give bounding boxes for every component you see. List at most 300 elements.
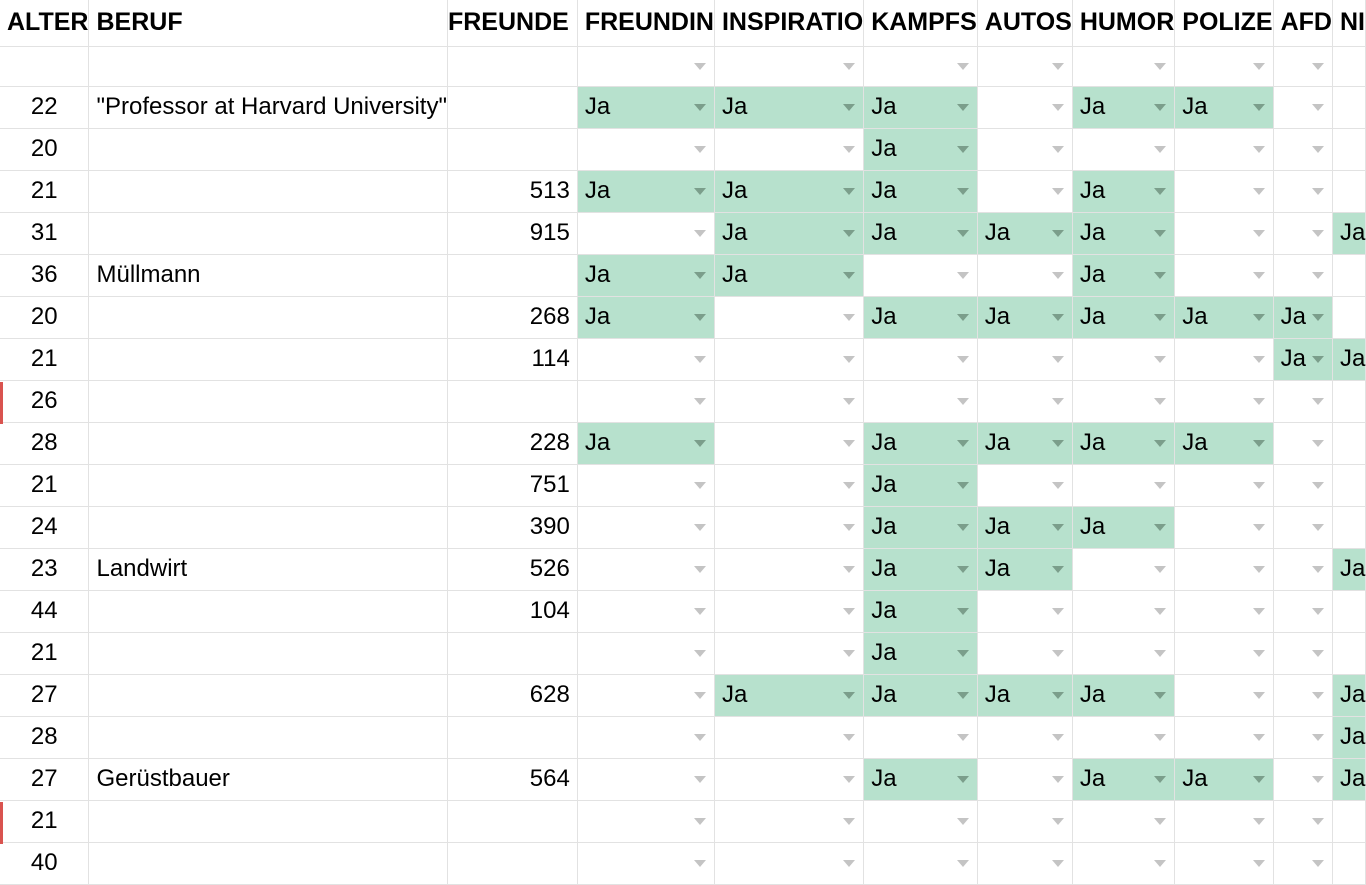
chevron-down-icon[interactable] <box>694 230 706 237</box>
dropdown-cell-afd[interactable] <box>1273 758 1332 800</box>
dropdown-cell-ni[interactable] <box>1332 464 1365 506</box>
dropdown-cell-afd[interactable] <box>1273 674 1332 716</box>
dropdown-cell-freundin[interactable] <box>577 800 714 842</box>
chevron-down-icon[interactable] <box>843 650 855 657</box>
chevron-down-icon[interactable] <box>843 230 855 237</box>
chevron-down-icon[interactable] <box>1312 818 1324 825</box>
chevron-down-icon[interactable] <box>1253 230 1265 237</box>
cell-freunde[interactable] <box>447 254 577 296</box>
dropdown-cell-humor[interactable] <box>1072 338 1174 380</box>
chevron-down-icon[interactable] <box>1312 608 1324 615</box>
cell-beruf[interactable] <box>89 380 447 422</box>
cell-alter[interactable]: 23 <box>0 548 89 590</box>
chevron-down-icon[interactable] <box>1052 692 1064 699</box>
dropdown-cell-afd[interactable] <box>1273 632 1332 674</box>
dropdown-cell-kampfsport[interactable] <box>864 758 978 800</box>
cell-alter[interactable]: 40 <box>0 842 89 884</box>
chevron-down-icon[interactable] <box>694 860 706 867</box>
chevron-down-icon[interactable] <box>1154 818 1166 825</box>
chevron-down-icon[interactable] <box>1154 356 1166 363</box>
cell-freunde[interactable] <box>447 86 577 128</box>
dropdown-cell-kampfsport[interactable] <box>864 548 978 590</box>
dropdown-cell-polizei[interactable] <box>1175 422 1273 464</box>
chevron-down-icon[interactable] <box>694 776 706 783</box>
column-header-inspiration[interactable]: INSPIRATIO <box>714 0 863 46</box>
dropdown-cell[interactable] <box>1273 46 1332 86</box>
dropdown-cell-afd[interactable] <box>1273 212 1332 254</box>
chevron-down-icon[interactable] <box>843 104 855 111</box>
dropdown-cell-humor[interactable] <box>1072 296 1174 338</box>
chevron-down-icon[interactable] <box>957 860 969 867</box>
dropdown-cell-kampfsport[interactable] <box>864 506 978 548</box>
cell-freunde[interactable] <box>447 716 577 758</box>
chevron-down-icon[interactable] <box>1312 398 1324 405</box>
dropdown-cell-autos[interactable] <box>977 758 1072 800</box>
dropdown-cell[interactable] <box>977 46 1072 86</box>
dropdown-cell-inspiration[interactable] <box>714 254 863 296</box>
chevron-down-icon[interactable] <box>694 104 706 111</box>
cell-freunde[interactable]: 915 <box>447 212 577 254</box>
chevron-down-icon[interactable] <box>843 776 855 783</box>
chevron-down-icon[interactable] <box>1052 482 1064 489</box>
chevron-down-icon[interactable] <box>1312 63 1324 70</box>
chevron-down-icon[interactable] <box>1312 860 1324 867</box>
dropdown-cell-kampfsport[interactable] <box>864 464 978 506</box>
chevron-down-icon[interactable] <box>1253 146 1265 153</box>
dropdown-cell-humor[interactable] <box>1072 590 1174 632</box>
chevron-down-icon[interactable] <box>1253 524 1265 531</box>
chevron-down-icon[interactable] <box>843 524 855 531</box>
chevron-down-icon[interactable] <box>1154 566 1166 573</box>
chevron-down-icon[interactable] <box>1253 692 1265 699</box>
chevron-down-icon[interactable] <box>694 566 706 573</box>
dropdown-cell-freundin[interactable] <box>577 632 714 674</box>
chevron-down-icon[interactable] <box>694 440 706 447</box>
dropdown-cell-humor[interactable] <box>1072 506 1174 548</box>
chevron-down-icon[interactable] <box>1154 104 1166 111</box>
dropdown-cell-inspiration[interactable] <box>714 758 863 800</box>
dropdown-cell-kampfsport[interactable] <box>864 296 978 338</box>
chevron-down-icon[interactable] <box>1052 146 1064 153</box>
dropdown-cell[interactable] <box>1175 46 1273 86</box>
dropdown-cell-inspiration[interactable] <box>714 716 863 758</box>
dropdown-cell-freundin[interactable] <box>577 506 714 548</box>
dropdown-cell-polizei[interactable] <box>1175 296 1273 338</box>
chevron-down-icon[interactable] <box>1312 734 1324 741</box>
column-header-kampfsport[interactable]: KAMPFS <box>864 0 978 46</box>
dropdown-cell-ni[interactable] <box>1332 758 1365 800</box>
cell-beruf[interactable] <box>89 800 447 842</box>
dropdown-cell-autos[interactable] <box>977 674 1072 716</box>
dropdown-cell-ni[interactable] <box>1332 380 1365 422</box>
dropdown-cell-inspiration[interactable] <box>714 506 863 548</box>
chevron-down-icon[interactable] <box>1253 608 1265 615</box>
dropdown-cell-polizei[interactable] <box>1175 548 1273 590</box>
chevron-down-icon[interactable] <box>694 63 706 70</box>
cell-alter[interactable]: 20 <box>0 128 89 170</box>
chevron-down-icon[interactable] <box>694 146 706 153</box>
chevron-down-icon[interactable] <box>1312 440 1324 447</box>
chevron-down-icon[interactable] <box>1253 188 1265 195</box>
dropdown-cell-afd[interactable] <box>1273 548 1332 590</box>
cell-alter[interactable]: 21 <box>0 170 89 212</box>
dropdown-cell-freundin[interactable] <box>577 380 714 422</box>
cell-beruf[interactable] <box>89 716 447 758</box>
dropdown-cell-inspiration[interactable] <box>714 422 863 464</box>
dropdown-cell-ni[interactable] <box>1332 422 1365 464</box>
cell-freunde[interactable] <box>447 842 577 884</box>
dropdown-cell-kampfsport[interactable] <box>864 338 978 380</box>
chevron-down-icon[interactable] <box>1253 818 1265 825</box>
dropdown-cell-polizei[interactable] <box>1175 380 1273 422</box>
chevron-down-icon[interactable] <box>1154 776 1166 783</box>
dropdown-cell-autos[interactable] <box>977 254 1072 296</box>
dropdown-cell-polizei[interactable] <box>1175 842 1273 884</box>
chevron-down-icon[interactable] <box>694 482 706 489</box>
cell-alter[interactable]: 22 <box>0 86 89 128</box>
column-header-autos[interactable]: AUTOS <box>977 0 1072 46</box>
chevron-down-icon[interactable] <box>1052 272 1064 279</box>
chevron-down-icon[interactable] <box>694 356 706 363</box>
cell-beruf[interactable] <box>89 506 447 548</box>
dropdown-cell-afd[interactable] <box>1273 716 1332 758</box>
cell-freunde[interactable]: 564 <box>447 758 577 800</box>
dropdown-cell-polizei[interactable] <box>1175 590 1273 632</box>
dropdown-cell-ni[interactable] <box>1332 170 1365 212</box>
chevron-down-icon[interactable] <box>1154 314 1166 321</box>
chevron-down-icon[interactable] <box>957 650 969 657</box>
dropdown-cell-autos[interactable] <box>977 86 1072 128</box>
chevron-down-icon[interactable] <box>1312 188 1324 195</box>
chevron-down-icon[interactable] <box>694 272 706 279</box>
chevron-down-icon[interactable] <box>1154 398 1166 405</box>
dropdown-cell-inspiration[interactable] <box>714 212 863 254</box>
dropdown-cell-autos[interactable] <box>977 632 1072 674</box>
chevron-down-icon[interactable] <box>694 692 706 699</box>
chevron-down-icon[interactable] <box>843 482 855 489</box>
dropdown-cell-polizei[interactable] <box>1175 128 1273 170</box>
cell-beruf[interactable] <box>89 590 447 632</box>
chevron-down-icon[interactable] <box>1253 356 1265 363</box>
chevron-down-icon[interactable] <box>1154 482 1166 489</box>
chevron-down-icon[interactable] <box>1052 314 1064 321</box>
dropdown-cell-freundin[interactable] <box>577 548 714 590</box>
dropdown-cell-freundin[interactable] <box>577 170 714 212</box>
dropdown-cell-humor[interactable] <box>1072 464 1174 506</box>
cell-beruf[interactable] <box>89 842 447 884</box>
chevron-down-icon[interactable] <box>1052 188 1064 195</box>
cell-beruf[interactable] <box>89 338 447 380</box>
chevron-down-icon[interactable] <box>1312 482 1324 489</box>
chevron-down-icon[interactable] <box>957 776 969 783</box>
dropdown-cell-autos[interactable] <box>977 128 1072 170</box>
dropdown-cell-humor[interactable] <box>1072 422 1174 464</box>
dropdown-cell-kampfsport[interactable] <box>864 422 978 464</box>
chevron-down-icon[interactable] <box>1052 63 1064 70</box>
chevron-down-icon[interactable] <box>1154 524 1166 531</box>
dropdown-cell-afd[interactable] <box>1273 380 1332 422</box>
chevron-down-icon[interactable] <box>1052 818 1064 825</box>
chevron-down-icon[interactable] <box>1253 398 1265 405</box>
dropdown-cell-kampfsport[interactable] <box>864 170 978 212</box>
cell-freunde[interactable]: 751 <box>447 464 577 506</box>
chevron-down-icon[interactable] <box>1312 776 1324 783</box>
dropdown-cell-ni[interactable] <box>1332 212 1365 254</box>
dropdown-cell-polizei[interactable] <box>1175 86 1273 128</box>
dropdown-cell-inspiration[interactable] <box>714 842 863 884</box>
cell-beruf[interactable]: Müllmann <box>89 254 447 296</box>
dropdown-cell-inspiration[interactable] <box>714 674 863 716</box>
cell-alter[interactable]: 21 <box>0 464 89 506</box>
chevron-down-icon[interactable] <box>1312 692 1324 699</box>
chevron-down-icon[interactable] <box>1312 272 1324 279</box>
chevron-down-icon[interactable] <box>843 860 855 867</box>
chevron-down-icon[interactable] <box>1312 146 1324 153</box>
dropdown-cell-freundin[interactable] <box>577 296 714 338</box>
dropdown-cell-inspiration[interactable] <box>714 380 863 422</box>
chevron-down-icon[interactable] <box>694 314 706 321</box>
chevron-down-icon[interactable] <box>843 188 855 195</box>
dropdown-cell-freundin[interactable] <box>577 128 714 170</box>
empty-cell[interactable] <box>0 46 89 86</box>
chevron-down-icon[interactable] <box>957 356 969 363</box>
dropdown-cell-inspiration[interactable] <box>714 590 863 632</box>
chevron-down-icon[interactable] <box>1154 860 1166 867</box>
dropdown-cell-polizei[interactable] <box>1175 674 1273 716</box>
chevron-down-icon[interactable] <box>957 188 969 195</box>
dropdown-cell-ni[interactable] <box>1332 506 1365 548</box>
dropdown-cell-afd[interactable] <box>1273 86 1332 128</box>
cell-beruf[interactable]: Landwirt <box>89 548 447 590</box>
dropdown-cell-freundin[interactable] <box>577 422 714 464</box>
chevron-down-icon[interactable] <box>1253 104 1265 111</box>
dropdown-cell-afd[interactable] <box>1273 338 1332 380</box>
cell-beruf[interactable]: Gerüstbauer <box>89 758 447 800</box>
dropdown-cell-kampfsport[interactable] <box>864 716 978 758</box>
chevron-down-icon[interactable] <box>1253 272 1265 279</box>
chevron-down-icon[interactable] <box>957 524 969 531</box>
cell-beruf[interactable] <box>89 212 447 254</box>
dropdown-cell-autos[interactable] <box>977 170 1072 212</box>
cell-beruf[interactable] <box>89 170 447 212</box>
cell-alter[interactable]: 24 <box>0 506 89 548</box>
dropdown-cell-autos[interactable] <box>977 212 1072 254</box>
dropdown-cell-afd[interactable] <box>1273 254 1332 296</box>
chevron-down-icon[interactable] <box>1052 608 1064 615</box>
dropdown-cell-ni[interactable] <box>1332 548 1365 590</box>
cell-beruf[interactable] <box>89 422 447 464</box>
chevron-down-icon[interactable] <box>694 188 706 195</box>
dropdown-cell-kampfsport[interactable] <box>864 380 978 422</box>
chevron-down-icon[interactable] <box>1052 230 1064 237</box>
chevron-down-icon[interactable] <box>843 356 855 363</box>
dropdown-cell-polizei[interactable] <box>1175 464 1273 506</box>
dropdown-cell-autos[interactable] <box>977 464 1072 506</box>
chevron-down-icon[interactable] <box>843 818 855 825</box>
cell-freunde[interactable]: 390 <box>447 506 577 548</box>
dropdown-cell-polizei[interactable] <box>1175 212 1273 254</box>
chevron-down-icon[interactable] <box>1154 146 1166 153</box>
dropdown-cell-freundin[interactable] <box>577 254 714 296</box>
chevron-down-icon[interactable] <box>1312 314 1324 321</box>
column-header-humor[interactable]: HUMOR <box>1072 0 1174 46</box>
dropdown-cell-humor[interactable] <box>1072 842 1174 884</box>
dropdown-cell-afd[interactable] <box>1273 590 1332 632</box>
dropdown-cell-ni[interactable] <box>1332 86 1365 128</box>
empty-cell[interactable] <box>89 46 447 86</box>
chevron-down-icon[interactable] <box>1253 650 1265 657</box>
chevron-down-icon[interactable] <box>843 398 855 405</box>
chevron-down-icon[interactable] <box>1312 650 1324 657</box>
dropdown-cell-ni[interactable] <box>1332 296 1365 338</box>
dropdown-cell-humor[interactable] <box>1072 380 1174 422</box>
chevron-down-icon[interactable] <box>1312 230 1324 237</box>
cell-freunde[interactable] <box>447 800 577 842</box>
chevron-down-icon[interactable] <box>1052 524 1064 531</box>
chevron-down-icon[interactable] <box>1052 398 1064 405</box>
chevron-down-icon[interactable] <box>1154 188 1166 195</box>
cell-freunde[interactable]: 628 <box>447 674 577 716</box>
column-header-freunde[interactable]: FREUNDE <box>447 0 577 46</box>
chevron-down-icon[interactable] <box>1154 272 1166 279</box>
chevron-down-icon[interactable] <box>694 818 706 825</box>
chevron-down-icon[interactable] <box>1253 482 1265 489</box>
dropdown-cell-polizei[interactable] <box>1175 716 1273 758</box>
chevron-down-icon[interactable] <box>694 650 706 657</box>
chevron-down-icon[interactable] <box>957 482 969 489</box>
chevron-down-icon[interactable] <box>1154 608 1166 615</box>
cell-beruf[interactable] <box>89 674 447 716</box>
dropdown-cell-inspiration[interactable] <box>714 464 863 506</box>
dropdown-cell-autos[interactable] <box>977 842 1072 884</box>
cell-alter[interactable]: 28 <box>0 716 89 758</box>
chevron-down-icon[interactable] <box>957 734 969 741</box>
chevron-down-icon[interactable] <box>1253 63 1265 70</box>
dropdown-cell-kampfsport[interactable] <box>864 86 978 128</box>
dropdown-cell-humor[interactable] <box>1072 800 1174 842</box>
chevron-down-icon[interactable] <box>1312 104 1324 111</box>
dropdown-cell-ni[interactable] <box>1332 254 1365 296</box>
cell-beruf[interactable]: "Professor at Harvard University" <box>89 86 447 128</box>
column-header-freundin[interactable]: FREUNDIN <box>577 0 714 46</box>
dropdown-cell-freundin[interactable] <box>577 674 714 716</box>
chevron-down-icon[interactable] <box>843 63 855 70</box>
dropdown-cell-polizei[interactable] <box>1175 506 1273 548</box>
dropdown-cell-humor[interactable] <box>1072 128 1174 170</box>
column-header-polizei[interactable]: POLIZE <box>1175 0 1273 46</box>
dropdown-cell-autos[interactable] <box>977 548 1072 590</box>
chevron-down-icon[interactable] <box>957 440 969 447</box>
dropdown-cell-afd[interactable] <box>1273 296 1332 338</box>
dropdown-cell-autos[interactable] <box>977 716 1072 758</box>
cell-alter[interactable]: 26 <box>0 380 89 422</box>
dropdown-cell-freundin[interactable] <box>577 338 714 380</box>
dropdown-cell-afd[interactable] <box>1273 842 1332 884</box>
dropdown-cell-autos[interactable] <box>977 506 1072 548</box>
dropdown-cell-humor[interactable] <box>1072 548 1174 590</box>
cell-beruf[interactable] <box>89 632 447 674</box>
dropdown-cell-humor[interactable] <box>1072 716 1174 758</box>
cell-alter[interactable]: 44 <box>0 590 89 632</box>
cell-freunde[interactable] <box>447 632 577 674</box>
dropdown-cell-afd[interactable] <box>1273 170 1332 212</box>
dropdown-cell-freundin[interactable] <box>577 464 714 506</box>
chevron-down-icon[interactable] <box>1052 356 1064 363</box>
cell-alter[interactable]: 21 <box>0 800 89 842</box>
cell-beruf[interactable] <box>89 464 447 506</box>
cell-freunde[interactable] <box>447 380 577 422</box>
dropdown-cell-afd[interactable] <box>1273 464 1332 506</box>
chevron-down-icon[interactable] <box>1312 524 1324 531</box>
chevron-down-icon[interactable] <box>694 608 706 615</box>
dropdown-cell-humor[interactable] <box>1072 86 1174 128</box>
dropdown-cell-ni[interactable] <box>1332 716 1365 758</box>
chevron-down-icon[interactable] <box>957 398 969 405</box>
dropdown-cell-humor[interactable] <box>1072 170 1174 212</box>
chevron-down-icon[interactable] <box>843 272 855 279</box>
column-header-afd[interactable]: AFD <box>1273 0 1332 46</box>
chevron-down-icon[interactable] <box>1253 734 1265 741</box>
dropdown-cell-inspiration[interactable] <box>714 338 863 380</box>
dropdown-cell-polizei[interactable] <box>1175 758 1273 800</box>
chevron-down-icon[interactable] <box>1154 230 1166 237</box>
chevron-down-icon[interactable] <box>1052 566 1064 573</box>
dropdown-cell-humor[interactable] <box>1072 254 1174 296</box>
chevron-down-icon[interactable] <box>1154 650 1166 657</box>
dropdown-cell-kampfsport[interactable] <box>864 128 978 170</box>
dropdown-cell-inspiration[interactable] <box>714 128 863 170</box>
chevron-down-icon[interactable] <box>1253 566 1265 573</box>
dropdown-cell-ni[interactable] <box>1332 800 1365 842</box>
chevron-down-icon[interactable] <box>957 230 969 237</box>
dropdown-cell-kampfsport[interactable] <box>864 590 978 632</box>
chevron-down-icon[interactable] <box>1154 734 1166 741</box>
dropdown-cell-kampfsport[interactable] <box>864 212 978 254</box>
chevron-down-icon[interactable] <box>694 398 706 405</box>
dropdown-cell-polizei[interactable] <box>1175 800 1273 842</box>
chevron-down-icon[interactable] <box>843 566 855 573</box>
column-header-beruf[interactable]: BERUF <box>89 0 447 46</box>
dropdown-cell-ni[interactable] <box>1332 338 1365 380</box>
dropdown-cell[interactable] <box>577 46 714 86</box>
chevron-down-icon[interactable] <box>957 608 969 615</box>
chevron-down-icon[interactable] <box>1052 650 1064 657</box>
chevron-down-icon[interactable] <box>1052 734 1064 741</box>
dropdown-cell-freundin[interactable] <box>577 212 714 254</box>
chevron-down-icon[interactable] <box>1312 356 1324 363</box>
chevron-down-icon[interactable] <box>843 692 855 699</box>
chevron-down-icon[interactable] <box>957 818 969 825</box>
dropdown-cell-autos[interactable] <box>977 338 1072 380</box>
chevron-down-icon[interactable] <box>1052 104 1064 111</box>
dropdown-cell-afd[interactable] <box>1273 800 1332 842</box>
chevron-down-icon[interactable] <box>957 146 969 153</box>
dropdown-cell-autos[interactable] <box>977 380 1072 422</box>
cell-alter[interactable]: 36 <box>0 254 89 296</box>
dropdown-cell-autos[interactable] <box>977 800 1072 842</box>
dropdown-cell-inspiration[interactable] <box>714 170 863 212</box>
dropdown-cell-humor[interactable] <box>1072 674 1174 716</box>
dropdown-cell-polizei[interactable] <box>1175 254 1273 296</box>
chevron-down-icon[interactable] <box>843 608 855 615</box>
cell-beruf[interactable] <box>89 128 447 170</box>
cell-freunde[interactable]: 104 <box>447 590 577 632</box>
chevron-down-icon[interactable] <box>1154 692 1166 699</box>
cell-freunde[interactable] <box>447 128 577 170</box>
cell-freunde[interactable]: 114 <box>447 338 577 380</box>
chevron-down-icon[interactable] <box>957 272 969 279</box>
chevron-down-icon[interactable] <box>843 440 855 447</box>
